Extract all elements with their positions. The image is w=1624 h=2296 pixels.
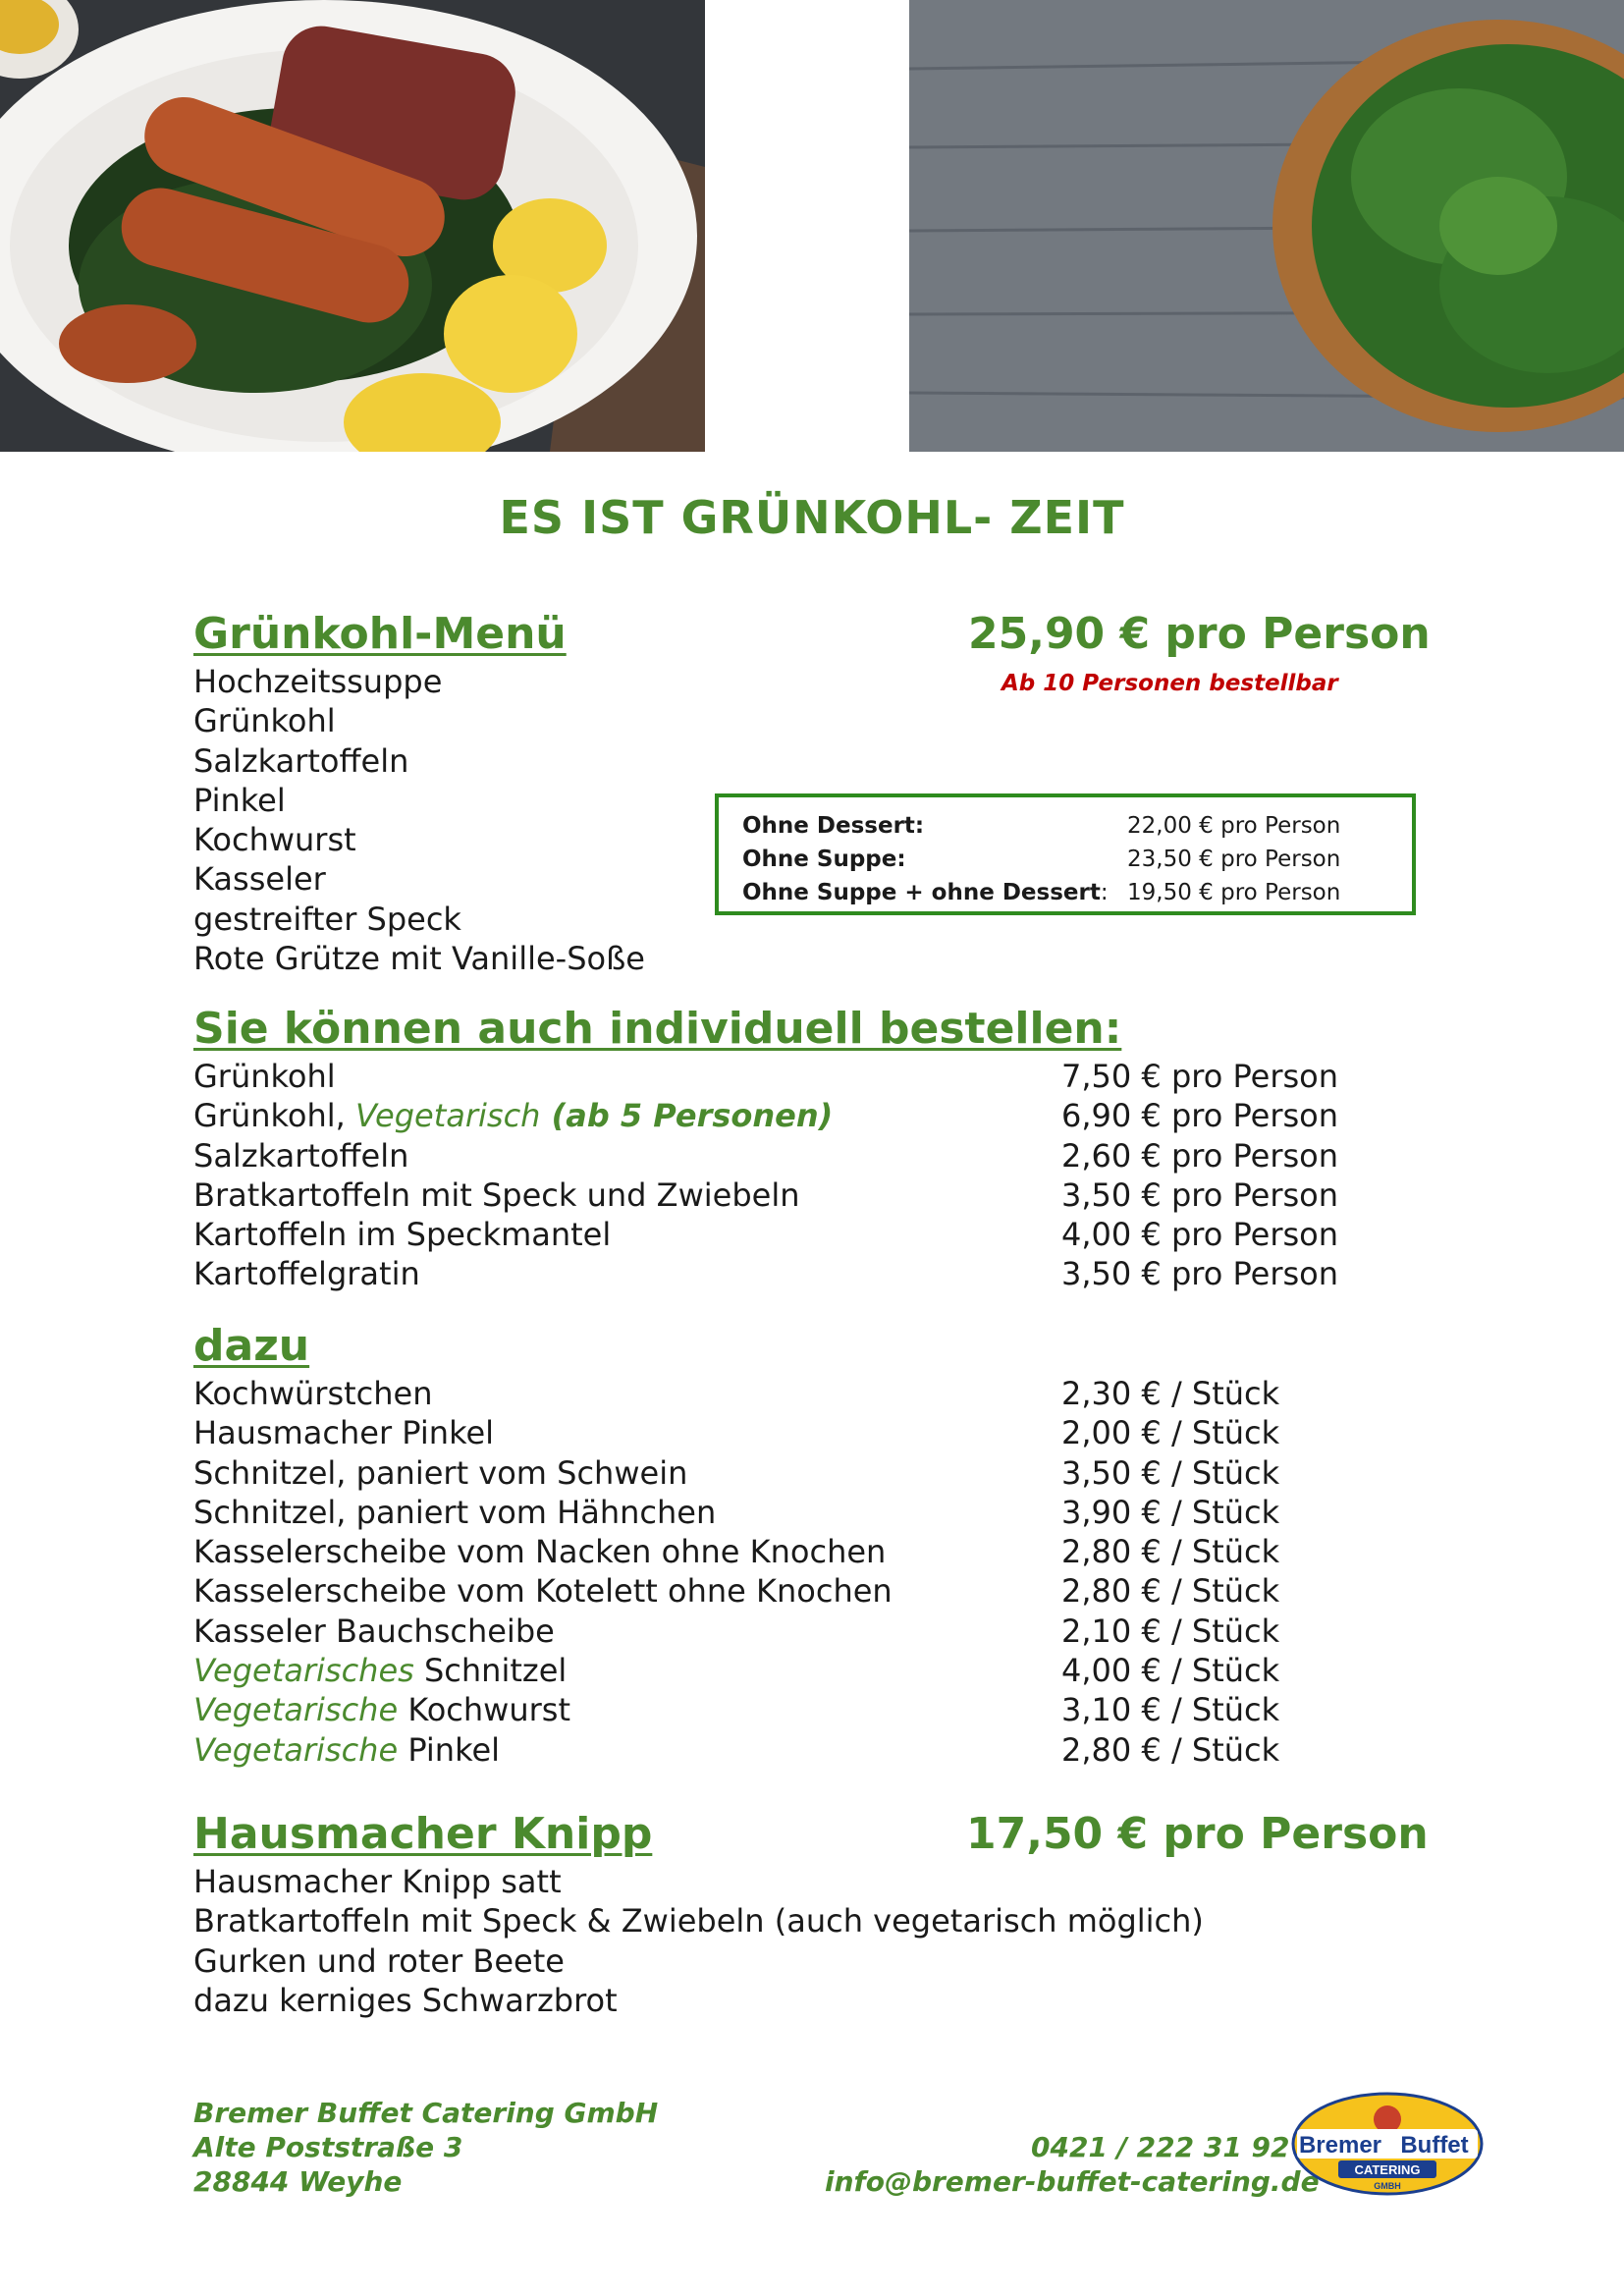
list-item: Grünkohl <box>193 702 336 740</box>
list-item <box>193 1453 1280 1493</box>
page-title: ES IST GRÜNKOHL- ZEIT <box>499 491 1125 544</box>
item-price: 4,00 € pro Person <box>1061 1216 1338 1254</box>
individual-heading: Sie können auch individuell bestellen: <box>193 1004 1122 1054</box>
item-name: Grünkohl, <box>193 1097 355 1135</box>
item-price: 3,50 € pro Person <box>1061 1255 1338 1293</box>
company-name: Bremer Buffet Catering GmbH <box>193 2097 659 2129</box>
kale-bowl-photo <box>909 0 1624 452</box>
list-item <box>193 1413 1280 1452</box>
list-item <box>193 1175 1338 1215</box>
vegetarian-tag: Vegetarische <box>193 1730 399 1769</box>
item-price: 3,10 € / Stück <box>1061 1691 1280 1729</box>
menu-heading: Grünkohl-Menü <box>193 609 567 659</box>
item-name: Kasseler Bauchscheibe <box>193 1612 555 1650</box>
bremer-buffet-logo <box>1291 2092 1484 2196</box>
extras-heading: dazu <box>193 1321 310 1371</box>
item-name: Hausmacher Pinkel <box>193 1414 495 1452</box>
variant-price: 23,50 € pro Person <box>1127 847 1341 872</box>
phone-number[interactable]: 0421 / 222 31 92 <box>1031 2131 1290 2163</box>
list-item: Kochwurst <box>193 821 356 859</box>
individual-item-list <box>193 1057 1338 1294</box>
variant-label-suffix: : <box>1100 880 1109 905</box>
variant-label: Ohne Suppe: <box>742 847 906 872</box>
item-price: 2,80 € / Stück <box>1061 1572 1280 1611</box>
menu-variants-box <box>715 793 1416 915</box>
variant-row <box>742 847 1341 872</box>
extras-item-list <box>193 1374 1280 1770</box>
knipp-price: 17,50 € pro Person <box>966 1809 1429 1859</box>
knipp-item-list <box>193 1862 1204 2020</box>
email-link[interactable]: info@bremer-buffet-catering.de <box>825 2165 1320 2198</box>
kale-dish-photo <box>0 0 705 452</box>
item-name: Schnitzel, paniert vom Schwein <box>193 1453 688 1492</box>
list-item: gestreifter Speck <box>193 900 461 938</box>
item-name: Bratkartoffeln mit Speck und Zwiebeln <box>193 1175 800 1214</box>
list-item: Pinkel <box>193 781 286 819</box>
logo-text: GMBH <box>1374 2181 1401 2191</box>
item-name: Kasselerscheibe vom Nacken ohne Knochen <box>193 1533 887 1571</box>
item-price: 2,10 € / Stück <box>1061 1612 1280 1650</box>
menu-price: 25,90 € pro Person <box>968 609 1431 659</box>
item-price: 6,90 € pro Person <box>1061 1097 1338 1135</box>
list-item <box>193 1612 1280 1651</box>
item-price: 7,50 € pro Person <box>1061 1058 1338 1095</box>
list-item <box>193 1493 1280 1532</box>
list-item <box>193 1651 1280 1690</box>
item-name: Pinkel <box>398 1730 501 1769</box>
variant-row <box>742 880 1341 905</box>
list-item <box>193 1690 1280 1729</box>
list-item <box>193 1057 1338 1096</box>
logo-text: CATERING <box>1354 2162 1421 2177</box>
list-item <box>193 1254 1338 1293</box>
city: 28844 Weyhe <box>193 2165 403 2198</box>
list-item: Bratkartoffeln mit Speck & Zwiebeln (auch vegetarisch möglich) <box>193 1902 1204 1941</box>
item-price: 2,00 € / Stück <box>1061 1414 1280 1452</box>
list-item: Kasseler <box>193 860 326 899</box>
item-price: 2,60 € pro Person <box>1061 1136 1338 1175</box>
list-item: Hausmacher Knipp satt <box>193 1863 562 1900</box>
vegetarian-tag: Vegetarisch <box>355 1097 541 1135</box>
item-name: Schnitzel <box>413 1652 568 1690</box>
item-price: 3,50 € pro Person <box>1061 1175 1338 1214</box>
item-name: Kartoffelgratin <box>193 1255 420 1293</box>
list-item <box>193 1532 1280 1571</box>
list-item <box>193 1096 1338 1135</box>
item-name: Grünkohl <box>193 1058 336 1095</box>
list-item: Gurken und roter Beete <box>193 1941 565 1980</box>
list-item: dazu kerniges Schwarzbrot <box>193 1981 618 2019</box>
variant-label: Ohne Dessert: <box>742 813 925 839</box>
list-item: Salzkartoffeln <box>193 741 409 780</box>
variant-row <box>742 813 1341 839</box>
variant-label: Ohne Suppe + ohne Dessert <box>742 880 1101 905</box>
vegetarian-tag: Vegetarisches <box>193 1652 414 1690</box>
min-persons-note: (ab 5 Personen) <box>540 1097 834 1135</box>
list-item: Hochzeitssuppe <box>193 663 443 700</box>
street: Alte Poststraße 3 <box>193 2131 463 2163</box>
item-price: 3,90 € / Stück <box>1061 1493 1280 1531</box>
item-name: Kartoffeln im Speckmantel <box>193 1216 612 1254</box>
min-order-note: Ab 10 Personen bestellbar <box>1001 671 1338 696</box>
logo-text: Buffet <box>1400 2132 1469 2159</box>
list-item <box>193 1136 1338 1175</box>
menu-item-list <box>193 662 645 978</box>
item-name: Kasselerscheibe vom Kotelett ohne Knochen <box>193 1572 893 1611</box>
logo-text: Bremer <box>1298 2132 1382 2159</box>
list-item <box>193 1571 1280 1611</box>
item-price: 4,00 € / Stück <box>1061 1652 1280 1690</box>
vegetarian-tag: Vegetarische <box>193 1691 399 1729</box>
company-address <box>193 2096 658 2199</box>
item-name: Kochwürstchen <box>193 1375 433 1412</box>
item-name: Salzkartoffeln <box>193 1136 409 1175</box>
item-name: Kochwurst <box>398 1691 570 1729</box>
item-price: 2,30 € / Stück <box>1061 1375 1280 1412</box>
variant-price: 22,00 € pro Person <box>1127 813 1341 839</box>
knipp-heading: Hausmacher Knipp <box>193 1809 653 1859</box>
item-price: 2,80 € / Stück <box>1061 1533 1280 1571</box>
list-item <box>193 1730 1280 1770</box>
item-name: Schnitzel, paniert vom Hähnchen <box>193 1493 717 1531</box>
list-item: Rote Grütze mit Vanille-Soße <box>193 940 645 978</box>
item-price: 2,80 € / Stück <box>1061 1730 1280 1769</box>
variant-price: 19,50 € pro Person <box>1127 880 1341 905</box>
list-item <box>193 1374 1280 1413</box>
item-price: 3,50 € / Stück <box>1061 1453 1280 1492</box>
list-item <box>193 1215 1338 1254</box>
